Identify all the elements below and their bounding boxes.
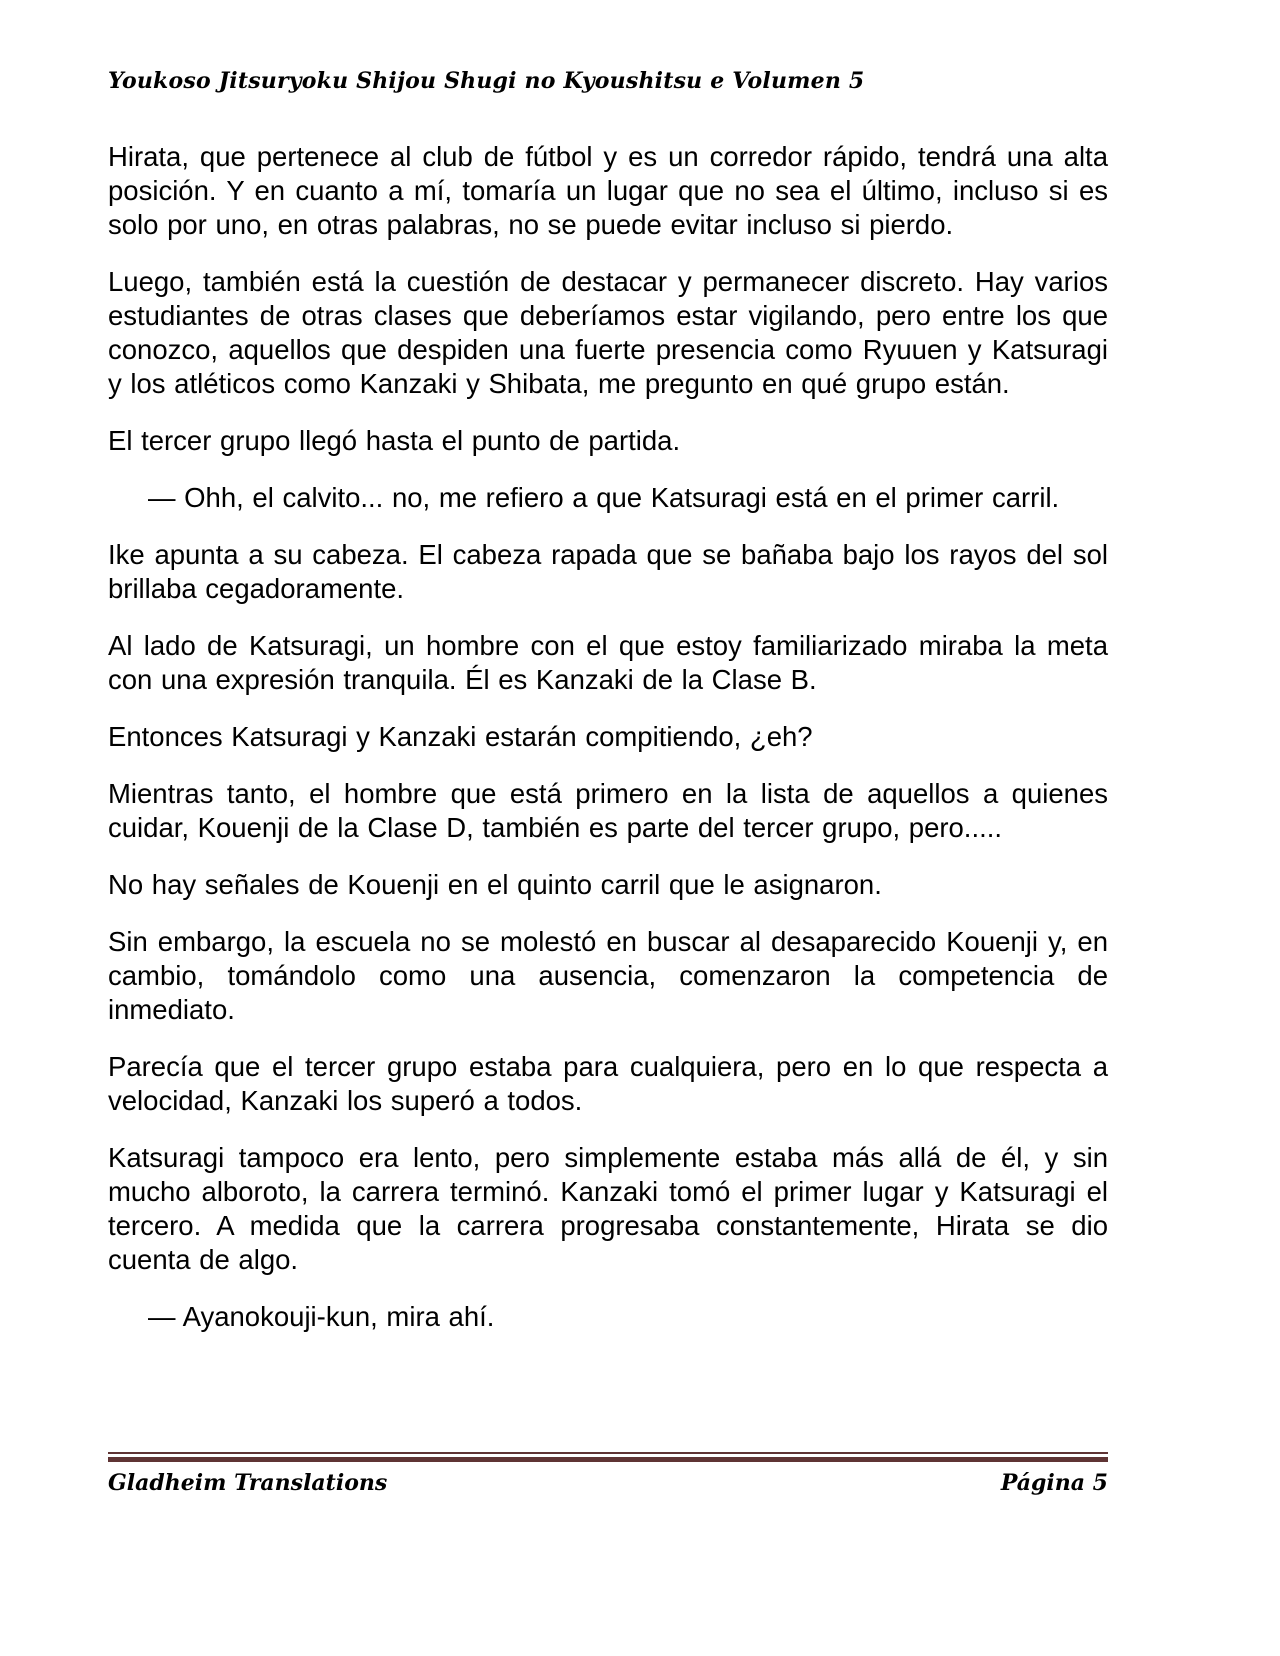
dialogue-paragraph: — Ayanokouji-kun, mira ahí.	[148, 1301, 495, 1332]
dialogue-paragraph: — Ohh, el calvito... no, me refiero a que Katsuragi está en el primer carril.	[148, 482, 1060, 513]
page-footer	[108, 1452, 1108, 1496]
footer-rule	[108, 1452, 1108, 1462]
paragraph: Hirata, que pertenece al club de fútbol y es un corredor rápido, tendrá una alta posición. Y en cuanto a mí, tomaría un lugar que no sea el último, incluso si es solo por uno, en otras palabras, no se puede evitar incluso si pierdo.	[108, 141, 1108, 240]
document-body	[108, 140, 1108, 1334]
paragraph: El tercer grupo llegó hasta el punto de partida.	[108, 425, 681, 456]
paragraph: Ike apunta a su cabeza. El cabeza rapada que se bañaba bajo los rayos del sol brillaba cegadoramente.	[108, 539, 1108, 604]
paragraph: Parecía que el tercer grupo estaba para cualquiera, pero en lo que respecta a velocidad, Kanzaki los superó a todos.	[108, 1051, 1108, 1116]
page-title: Youkoso Jitsuryoku Shijou Shugi no Kyoushitsu e Volumen 5	[108, 68, 865, 94]
paragraph: Entonces Katsuragi y Kanzaki estarán compitiendo, ¿eh?	[108, 721, 813, 752]
paragraph: Sin embargo, la escuela no se molestó en buscar al desaparecido Kouenji y, en cambio, tomándolo como una ausencia, comenzaron la competencia de inmediato.	[108, 926, 1108, 1025]
footer-translator: Gladheim Translations	[108, 1470, 388, 1496]
document-page	[108, 0, 1108, 1357]
paragraph: No hay señales de Kouenji en el quinto carril que le asignaron.	[108, 869, 882, 900]
paragraph: Mientras tanto, el hombre que está primero en la lista de aquellos a quienes cuidar, Kouenji de la Clase D, también es parte del tercer grupo, pero.....	[108, 778, 1108, 843]
paragraph: Katsuragi tampoco era lento, pero simplemente estaba más allá de él, y sin mucho alboroto, la carrera terminó. Kanzaki tomó el primer lugar y Katsuragi el tercero. A medida que la carrera progresaba constantemente, Hirata se dio cuenta de algo.	[108, 1142, 1108, 1275]
paragraph: Al lado de Katsuragi, un hombre con el que estoy familiarizado miraba la meta con una expresión tranquila. Él es Kanzaki de la Clase B.	[108, 630, 1108, 695]
paragraph: Luego, también está la cuestión de destacar y permanecer discreto. Hay varios estudiantes de otras clases que deberíamos estar vigilando, pero entre los que conozco, aquellos que despiden una fuerte presencia como Ryuuen y Katsuragi y los atléticos como Kanzaki y Shibata, me pregunto en qué grupo están.	[108, 266, 1108, 399]
footer-page-number: Página 5	[1000, 1470, 1108, 1496]
